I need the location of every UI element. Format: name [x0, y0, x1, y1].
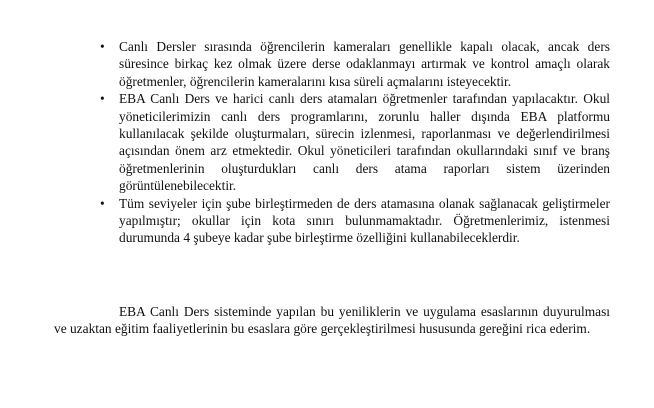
- bullet-item-merging: [100, 195, 610, 247]
- bullet-text: Tüm seviyeler için şube birleştirmeden de ders atamasına olanak sağlanacak geliştirmeler yapılmıştır; okullar için kota sınırı bulunmamaktadır. Öğretmenlerimiz, istenmesi durumunda 4 şubeye kadar şube birleştirme özelliğini kullanabileceklerdir.: [119, 195, 610, 246]
- bullet-point-icon: •: [100, 39, 105, 54]
- bullet-text: Canlı Dersler sırasında öğrencilerin kameraları genellikle kapalı olacak, ancak ders süresince birkaç kez olmak üzere derse odaklanmayı artırmak ve kontrol amaçlı olarak öğretmenler, öğrencilerin kameralarını kısa süreli açmalarını isteyecektir.: [119, 39, 610, 89]
- bullet-text: EBA Canlı Ders ve harici canlı ders atamaları öğretmenler tarafından yapılacaktır. Okul yöneticilerimizin canlı ders programlarını, zorunlu haller dışında EBA platformu kullanılacak şekilde oluşturmaları, sürecin izlenmesi, raporlanması ve değerlendirilmesi açısından önem arz etmektedir. Okul yöneticileri tarafından okullarındaki sınıf ve branş öğretmenlerinin oluşturdukları canlı ders atama raporları sistem üzerinden görüntülenebilecektir.: [119, 91, 610, 194]
- bullet-item-camera: [100, 38, 610, 90]
- bullet-item-assignments: [100, 90, 610, 194]
- bullet-point-icon: •: [100, 91, 105, 107]
- bullet-list: [100, 38, 610, 247]
- bullet-point-icon: •: [100, 195, 105, 211]
- closing-paragraph: EBA Canlı Ders sisteminde yapılan bu yeniliklerin ve uygulama esaslarının duyurulması ve uzaktan eğitim faaliyetlerinin bu esaslara göre gerçekleştirilmesi hususunda gereğini rica ederim.: [54, 304, 610, 337]
